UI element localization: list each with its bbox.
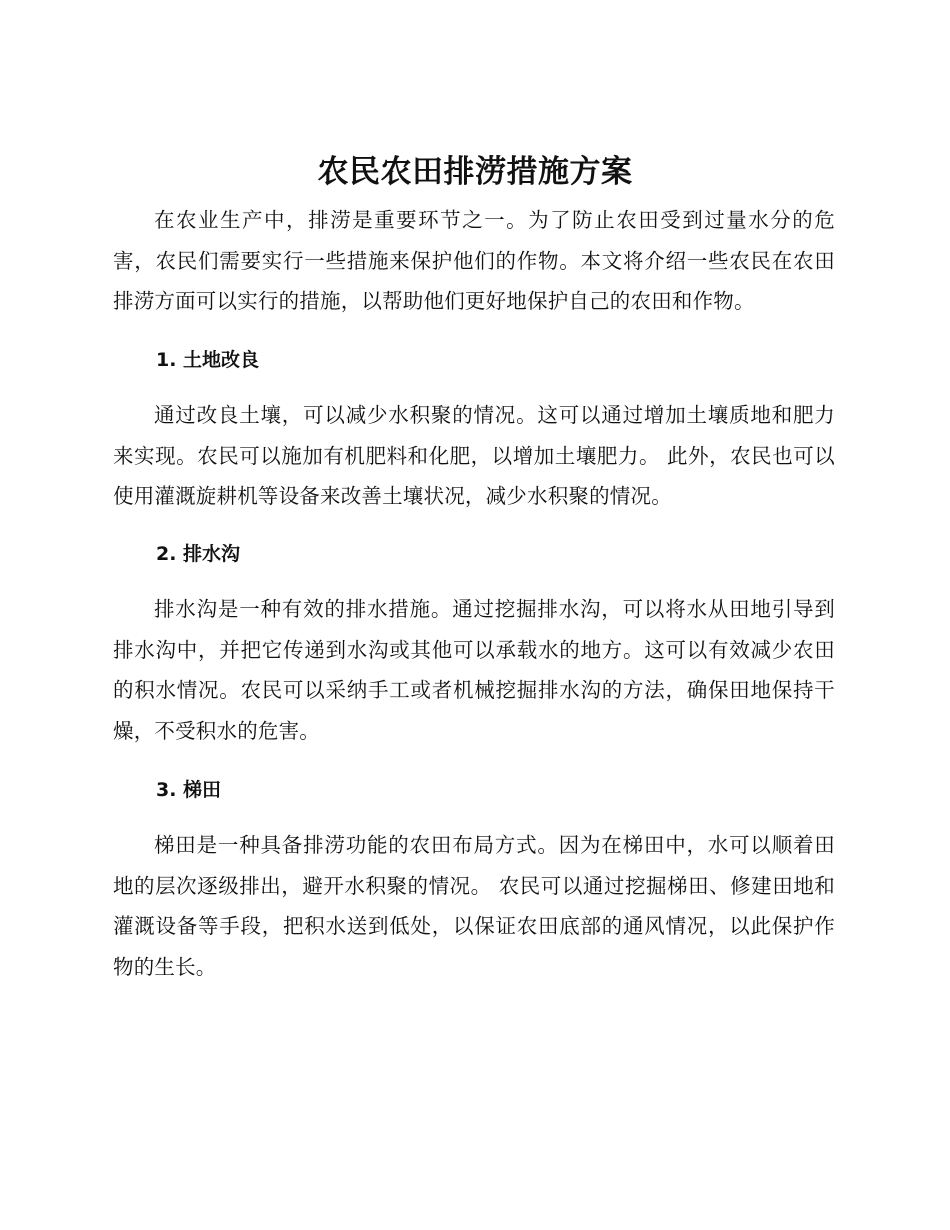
intro-paragraph: 在农业生产中，排涝是重要环节之一。为了防止农田受到过量水分的危害，农民们需要实行一些措施来保护他们的作物。本文将介绍一些农民在农田排涝方面可以实行的措施，以帮助他们更好地保护自己的农田和作物。 <box>113 208 835 313</box>
section-body-drainage-ditch: 排水沟是一种有效的排水措施。通过挖掘排水沟，可以将水从田地引导到排水沟中，并把它传递到水沟或其他可以承载水的地方。这可以有效减少农田的积水情况。农民可以采纳手工或者机械挖掘排水沟的方法，确保田地保持干燥，不受积水的危害。 <box>113 597 835 743</box>
section-heading-drainage-ditch: 2. 排水沟 <box>156 543 241 565</box>
section-heading-soil-improvement: 1. 土地改良 <box>156 349 260 371</box>
section-body-soil-improvement: 通过改良土壤，可以减少水积聚的情况。这可以通过增加土壤质地和肥力来实现。农民可以施加有机肥料和化肥，以增加土壤肥力。 此外，农民也可以使用灌溉旋耕机等设备来改善土壤状况，减少水积聚的情况。 <box>113 403 835 508</box>
section-heading-terraced-fields: 3. 梯田 <box>156 779 222 801</box>
section-body-terraced-fields: 梯田是一种具备排涝功能的农田布局方式。因为在梯田中，水可以顺着田地的层次逐级排出，避开水积聚的情况。 农民可以通过挖掘梯田、修建田地和灌溉设备等手段，把积水送到低处，以保证农田底部的通风情况，以此保护作物的生长。 <box>113 833 835 979</box>
document-title: 农民农田排涝措施方案 <box>317 154 633 190</box>
